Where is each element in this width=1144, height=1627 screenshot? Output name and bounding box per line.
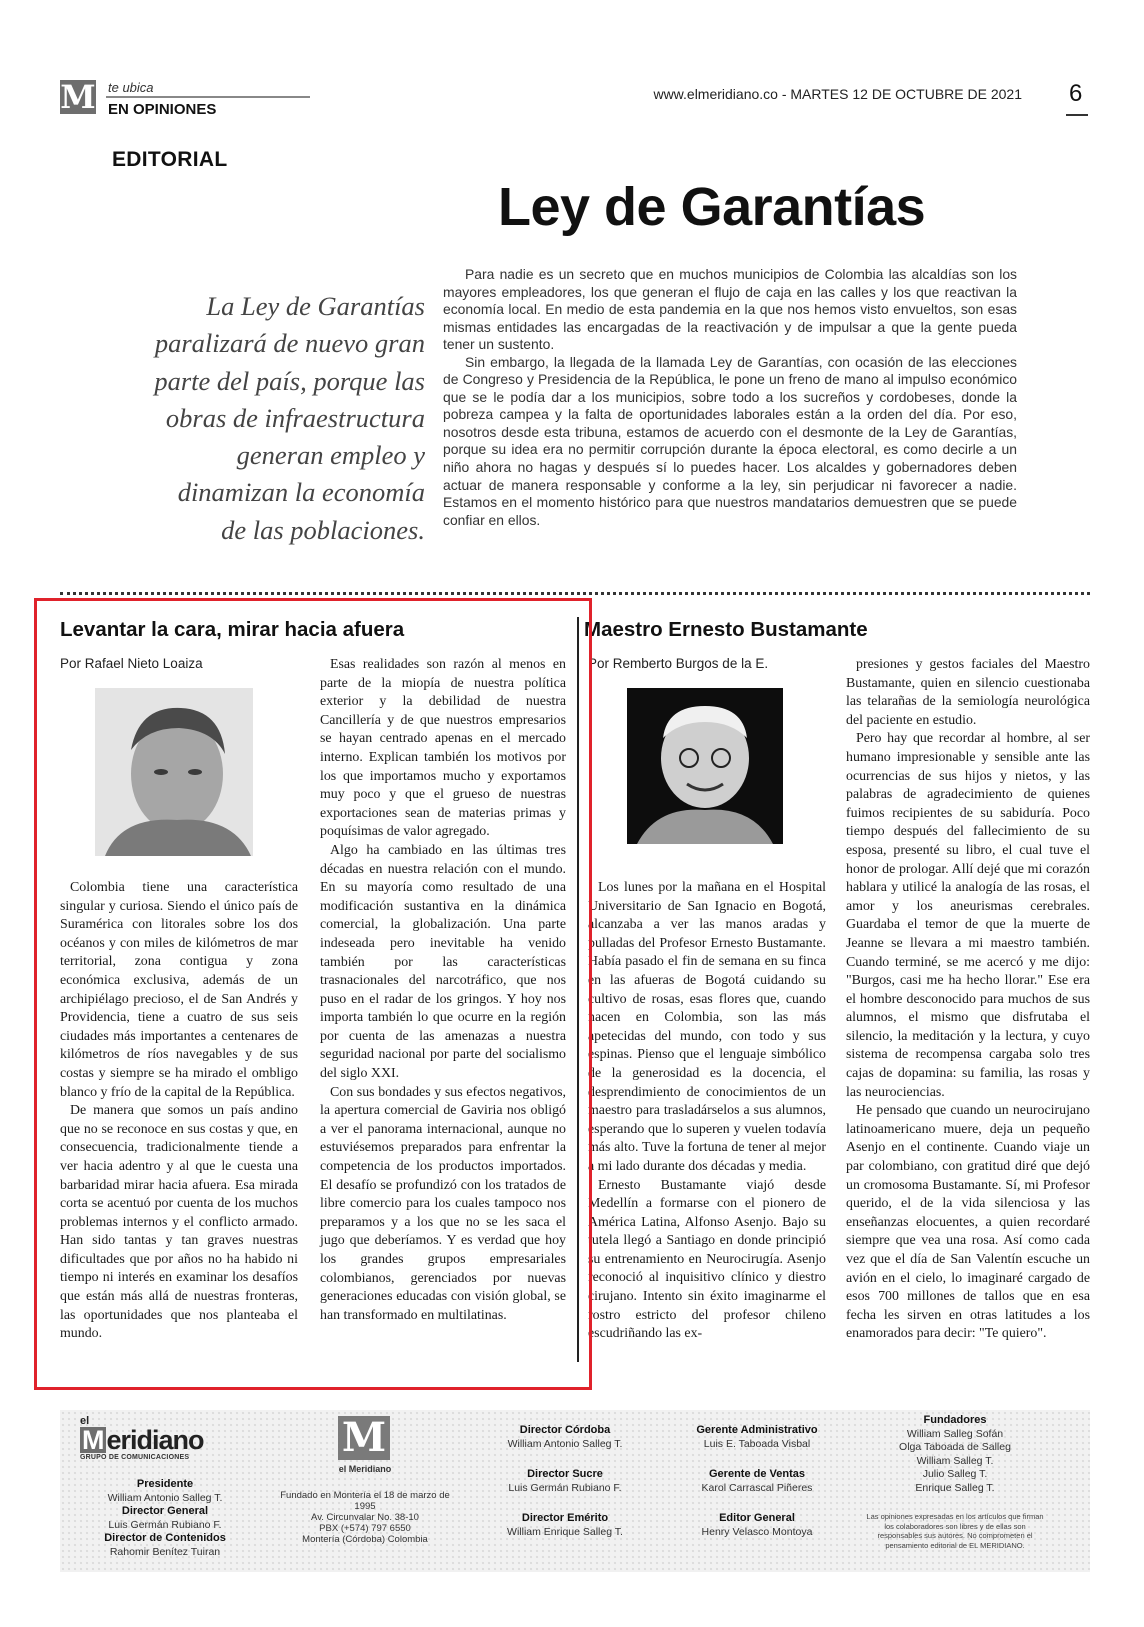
- founder-name: William Salleg T.: [916, 1454, 994, 1467]
- paragraph: Los lunes por la mañana en el Hospital Universitario de San Ignacio en Bogotá, alcanzaba a ver las manos aradas y pulladas del Profesor Ernesto Bustamante. Había pasado el fin de semana en su finca en las afueras de Bogotá cuidando su cultivo de rosas, esas flores que, cuando nacen en Colombia, son las más apetecidas del mundo, con todo y sus espinas. Pienso que el lenguaje simbólico de la generosidad es la docencia, el desprendimiento de conocimientos de un maestro para trasladárselos a sus alumnos, esperando que lo superen y vuelen todavía más alto. Tuve la fortuna de tener al mejor a mi lado durante dos décadas y media.: [588, 880, 826, 1174]
- staff-name: Luis Germán Rubiano F.: [108, 1518, 222, 1531]
- disclaimer: Las opiniones expresadas en los artículos que firman los colaboradores son libres y de ellas son responsables sus autores. No comprometen el pensamiento editorial de EL MERIDIANO.: [866, 1512, 1044, 1550]
- editorial-title: Ley de Garantías: [498, 177, 926, 237]
- staff-name: Luis Germán Rubiano F.: [508, 1481, 622, 1494]
- brand-subtitle: GRUPO DE COMUNICACIONES: [80, 1454, 190, 1461]
- staff-name: William Enrique Salleg T.: [507, 1525, 623, 1538]
- brand-m: M: [82, 1425, 104, 1455]
- editorial-paragraph: Para nadie es un secreto que en muchos municipios de Colombia las alcaldías son los mayores empleadores, los que generan el flujo de caja en las calles y los que reactivan la economía local. En medio de esta pandemia en la que nos hemos visto envueltos, son esas mismas entidades las encargadas de la reactivación y de impulsar a que la gente pueda tener un sustento.: [443, 266, 1017, 353]
- left-column-title: Levantar la cara, mirar hacia afuera: [60, 618, 405, 641]
- staff-block-6: [672, 1468, 842, 1495]
- header-rule: [106, 96, 310, 98]
- paragraph: De manera que somos un país andino que no se reconoce en sus costas y que, en consecuencia, tradicionalmente tiende a ver hacia adentro y al que le cuesta una barbaridad mirar hacia afuera. Esa mirada corta se acentuó por cuenta de los muchos problemas internos y el conflicto armado. Han sido tantas y tan graves nuestras dificultades que por años no ha habido ni tiempo ni interés en examinar los desafíos que están más allá de nuestras fronteras, las oportunidades que nos planteaba el mundo.: [60, 1103, 298, 1342]
- founded-text: Fundado en Montería el 18 de marzo de 1995: [280, 1490, 450, 1512]
- staff-role: Director Córdoba: [519, 1424, 611, 1436]
- editorial-body: [443, 266, 1017, 529]
- founder-name: Olga Taboada de Salleg: [899, 1441, 1011, 1453]
- paragraph: Esas realidades son razón al menos en parte de la miopía de nuestra política exterior y la debilidad de nuestra Cancillería y de que nuestros empresarios se hayan centrado apenas en el mercado interno. Explican también los motivos por los que importamos mucho y exportamos muy poco y que el grueso de nuestras exportaciones sean de materias primas y poquísimas de valor agregado.: [320, 657, 566, 840]
- paragraph: Ernesto Bustamante viajó desde Medellín a formarse con el pionero de América Latina, Alfonso Asenjo. Bajo su tutela llegó a Santiago en donde principió su entrenamiento en Neurocirugía. Asenjo reconoció al inquisitivo clínico y diestro cirujano. Intento sin éxito imaginarme el rostro estricto del profesor chileno escudriñando las ex-: [588, 1177, 826, 1342]
- founder-name: William Salleg Sofán: [906, 1427, 1004, 1440]
- brand-el: el: [80, 1415, 90, 1427]
- paragraph: Pero hay que recordar al hombre, al ser humano impresionable y sensible ante las ocurrencias de sus hijos y nietos, y las palabras de agradecimiento de quienes fuimos recipientes de su sabiduría. Poco tiempo después del fallecimiento de su esposa, presenté su libro, el cual tuve el honor de prologar. Allí dejé que mi corazón hablara y utilicé la analogía de las rosas, el amor y los aneurismas cerebrales. Guardaba el temor de que la muerte de Jeanne se llevara a mi maestro también. Cuando terminé, se me acercó y me dijo: "Burgos, casi me ha hecho llorar." Ese era el hombre desconocido para muchos de sus alumnos, el mismo que disfrutaba el silencio, la meditación y la lectura, y cuyo sistema de recompensa cargaba solo tres cajas de dopamina: su familia, las rosas y las neurociencias.: [846, 731, 1090, 1100]
- founders-block: [880, 1414, 1030, 1495]
- staff-role: Gerente de Ventas: [709, 1468, 805, 1480]
- section-divider: [60, 592, 1090, 595]
- staff-name: Luis E. Taboada Visbal: [703, 1437, 811, 1450]
- right-column-byline: Por Remberto Burgos de la E.: [588, 656, 769, 671]
- logo-caption: el Meridiano: [338, 1464, 392, 1474]
- staff-role: Presidente: [136, 1478, 194, 1490]
- staff-block-2: [475, 1424, 655, 1451]
- right-column-text-2: [846, 656, 1090, 1344]
- meridiano-brand: [80, 1416, 240, 1462]
- staff-name: William Antonio Salleg T.: [507, 1437, 623, 1450]
- founder-name: Enrique Salleg T.: [915, 1481, 995, 1494]
- editorial-pull-quote: La Ley de Garantías paralizará de nuevo gran parte del país, porque las obras de infraestructura generan empleo y dinamizan la economía de las poblaciones.: [154, 291, 425, 545]
- paragraph: Colombia tiene una característica singular y curiosa. Siendo el único país de Suramérica con litorales sobre los dos océanos y con miles de kilómetros de mar territorial, zona contigua y zona económica exclusiva, además de un archipiélago precioso, el de San Andrés y Providencia, tiene a cuatro de sus seis ciudades más importantes a centenares de kilómetros de ríos navegables y de sus costas y siempre se ha mirado el ombligo blanco y frío de la capital de la República.: [60, 880, 298, 1100]
- paragraph: He pensado que cuando un neurocirujano latinoamericano muere, deja un pequeño Asenjo en el continente. Cuando viaje un par colombiano, con gratitud diré que dejó un cromosoma Bustamante. Sí, mi Profesor querido, el de la vida silenciosa y las enseñanzas elocuentes, a quien recordaré siempre que vea una rosa. Así como cada vez que el día de San Valentín escuche un avión en el cielo, lo imaginaré cargado de esos 700 millones de tallos que en esa fecha les sirven en otras latitudes a los enamorados para decir: "Te quiero".: [846, 1103, 1090, 1342]
- phone-text: PBX (+574) 797 6550: [319, 1523, 411, 1534]
- brand-rest: eridiano: [106, 1425, 204, 1455]
- meridiano-m-logo: M: [338, 1416, 390, 1460]
- right-column-text-1: [588, 879, 826, 1344]
- staff-block-7: [672, 1512, 842, 1539]
- staff-block-1: [70, 1478, 260, 1559]
- editorial-paragraph: Sin embargo, la llegada de la llamada Ley de Garantías, con ocasión de las elecciones de Congreso y Presidencia de la República, le pone un freno de mano al impulso económico que se le podía dar a los municipios, sobre todo a los sucreños y cordobeses, donde la pobreza campea y la falta de oportunidades laborales están a la orden del día. Por eso, nosotros desde esta tribuna, estamos de acuerdo con el desmonte de la Ley de Garantías, porque su idea era no permitir corrupción durante la época electoral, es como decirle a un niño ahora no hagas y después sí lo puedes hacer. Los alcaldes y gobernadores deben actuar de manera responsable y conforme a la ley, sin perjudicar ni favorecer a nadie. Estamos en el momento histórico para que nuestros mandatarios demuestren que se puede confiar en ellos.: [443, 353, 1017, 528]
- staff-block-4: [475, 1512, 655, 1539]
- author-photo-remberto-burgos: [627, 688, 783, 844]
- staff-role: Director General: [121, 1505, 209, 1517]
- paragraph: Algo ha cambiado en las últimas tres décadas en nuestra relación con el mundo. En su mayoría como resultado de una modificación sustantiva en la dinámica comercial, la globalización. Una parte indeseada pero inevitable ha venido también por las características trasnacionales del narcotráfico, que nos puso en el radar de los gringos. Y hoy nos importa también lo que ocurre en la región por cuenta de las amenazas a nuestra seguridad nacional por parte del socialismo del siglo XXI.: [320, 842, 566, 1082]
- staff-role: Gerente Administrativo: [696, 1424, 818, 1436]
- founders-label: Fundadores: [923, 1414, 987, 1426]
- staff-role: Director Sucre: [527, 1468, 603, 1480]
- staff-role: Director de Contenidos: [104, 1532, 226, 1544]
- city-text: Montería (Córdoba) Colombia: [302, 1534, 428, 1545]
- staff-role: Editor General: [719, 1512, 795, 1524]
- header-tagline: te ubica: [108, 80, 154, 95]
- staff-role: Director Emérito: [521, 1512, 609, 1524]
- staff-name: Henry Velasco Montoya: [701, 1525, 813, 1538]
- address-text: Av. Circunvalar No. 38-10: [311, 1512, 419, 1523]
- left-column-byline: Por Rafael Nieto Loaiza: [60, 656, 203, 671]
- page-number: 6: [1069, 80, 1083, 107]
- staff-block-3: [475, 1468, 655, 1495]
- paragraph: presiones y gestos faciales del Maestro Bustamante, quien en silencio cuestionaba las telarañas de la semiología neurológica del paciente en estudio.: [846, 657, 1090, 728]
- staff-name: William Antonio Salleg T.: [107, 1491, 223, 1504]
- staff-block-5: [672, 1424, 842, 1451]
- address-block: [275, 1490, 455, 1545]
- highlight-box: [34, 598, 592, 1390]
- meridiano-logo: M: [60, 78, 96, 116]
- founder-name: Julio Salleg T.: [922, 1468, 988, 1480]
- editorial-label: EDITORIAL: [112, 148, 228, 171]
- staff-name: Rahomir Benítez Tuiran: [109, 1545, 221, 1558]
- masthead-footer: [60, 1410, 1090, 1572]
- paragraph: Con sus bondades y sus efectos negativos, la apertura comercial de Gaviria nos obligó a ver el panorama internacional, aunque no estuviésemos preparados para enfrentar la competencia de los productos importados. El desafío se profundizó con los tratados de libre comercio para los cuales tampoco nos preparamos y a los que no se les saca el jugo que deberíamos. Y es verdad que hoy los grandes grupos empresariales colombianos, gerenciados por nuevas generaciones educadas con visión global, se han transformado en multilatinas.: [320, 1084, 566, 1323]
- brand-name: [80, 1427, 240, 1453]
- section-name: EN OPINIONES: [108, 101, 217, 118]
- right-column-title: Maestro Ernesto Bustamante: [584, 618, 868, 641]
- author-portrait-icon: [627, 688, 783, 844]
- page-number-rule: [1066, 114, 1088, 116]
- site-and-date: www.elmeridiano.co - MARTES 12 DE OCTUBRE DE 2021: [653, 86, 1022, 102]
- staff-name: Karol Carrascal Piñeres: [701, 1481, 813, 1494]
